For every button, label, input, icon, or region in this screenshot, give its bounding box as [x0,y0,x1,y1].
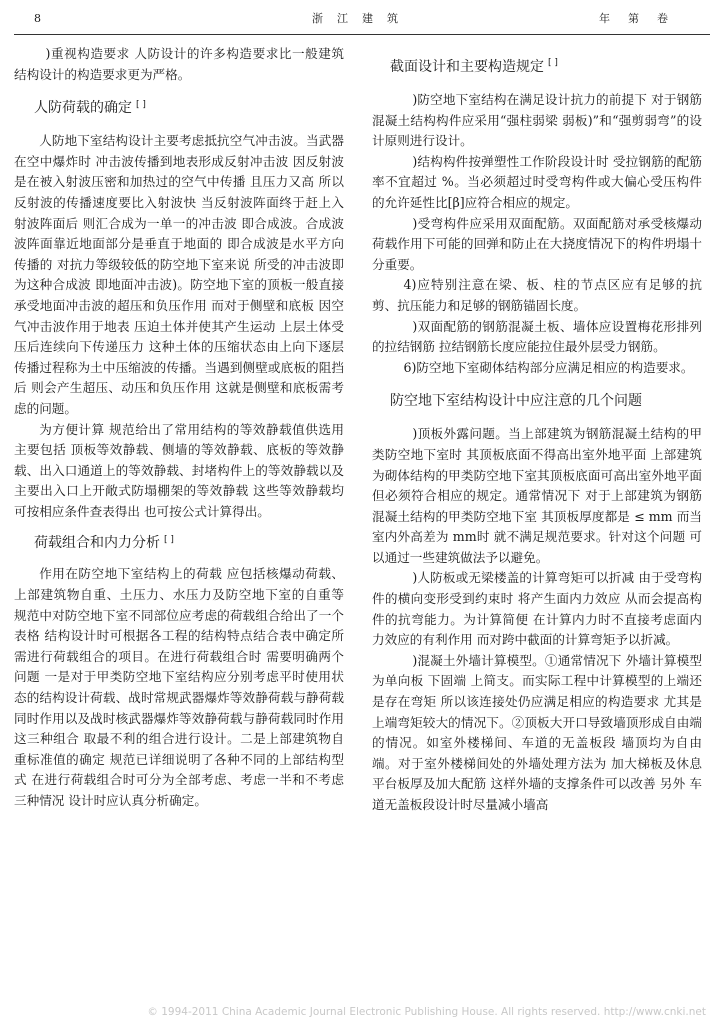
left-column [14,44,344,812]
section-heading-load [34,97,344,117]
list-item: )双面配筋的钢筋混凝土板、墙体应设置梅花形排列的拉结钢筋 拉结钢筋长度应能拉住最外层受力钢筋。 [372,318,702,355]
section-heading-notes: 防空地下室结构设计中应注意的几个问题 [390,393,642,410]
reference-mark: [ ] [164,534,174,545]
section-heading-design [390,56,702,76]
copyright-watermark: © 1994-2011 China Academic Journal Electronic Publishing House. All rights reserved. http://www.cnki.net [147,1006,706,1018]
list-item: )受弯构件应采用双面配筋。双面配筋对承受核爆动荷载作用下可能的回弹和防止在大挠度情况下的构件坍塌十分重要。 [372,215,702,272]
section-heading-design-text: 截面设计和主要构造规定 [390,59,544,75]
header-rule [14,34,710,35]
page-number: 8 [34,12,41,25]
section-heading-load-text: 人防荷载的确定 [34,100,132,117]
body-paragraph: 人防地下室结构设计主要考虑抵抗空气冲击波。当武器在空中爆炸时 冲击波传播到地表形成反射冲击波 因反射波是在被入射波压密和加热过的空气中传播 且压力又高 所以反射波的传播速度要比入射波快 当反射波阵面终于赶上入射波阵面后 则汇合成为一单一的冲击波 即合成波。合成波波阵面靠近地面部分是垂直于地面的 即合成波是水平方向传播的 对抗力等级较低的防空地下室来说 所受的冲击波即为这种合成波 即地面冲击波)。防空地下室的顶板一般直接承受地面冲击波的超压和负压作用 而对于侧壁和底板 因空气冲击波作用于地表 压迫土体并使其产生运动 上层土体受压后连续向下传递压力 这种土体的压缩状态由上向下逐层传播过程称为土中压缩波的传播。当遇到侧壁或底板的阻挡后 则会产生超压、动压和负压作用 这就是侧壁和底板需考虑的问题。 [14,133,344,416]
intro-paragraph: )重视构造要求 人防设计的许多构造要求比一般建筑结构设计的构造要求更为严格。 [14,46,344,82]
list-item: )顶板外露问题。当上部建筑为钢筋混凝土结构的甲类防空地下室时 其顶板底面不得高出室外地平面 上部建筑为砌体结构的甲类防空地下室其顶板底面可高出室外地平面 但必须符合相应的规定。通常情况下 对于上部建筑为钢筋混凝土结构的甲类防空地下室 其顶板厚度都是 ≤ mm 而当室内外高差为 mm时 就不满足规范要求。针对这个问题 可以通过一些建筑做法予以避免。 [372,426,702,565]
volume-label: 年第卷 [599,12,686,25]
running-header [14,8,710,30]
section-heading-combination [34,532,344,552]
body-paragraph: 为方便计算 规范给出了常用结构的等效静载值供选用 主要包括 顶板等效静载、侧墙的等效静载、底板的等效静载、出入口通道上的等效静载、封堵构件上的等效静载以及主要出入口上开敞式防塌棚架的等效静载 这些等效静载均可按相应条件查表得出 也可按公式计算得出。 [14,421,344,519]
body-paragraph: 作用在防空地下室结构上的荷载 应包括核爆动荷载、上部建筑物自重、土压力、水压力及防空地下室的自重等 规范中对防空地下室不同部位应考虑的荷载组合给出了一个表格 结构设计时可根据各工程的结构特点结合表中确定所需进行荷载组合的项目。在进行荷载组合时 需要明确两个问题 一是对于甲类防空地下室结构应分别考虑平时使用状态的结构设计荷载、战时常规武器爆炸等效静荷载与静荷载同时作用以及战时核武器爆炸等效静荷载与静荷载同时作用这三种组合 取最不利的组合进行设计。二是上部建筑物自重标准值的确定 规范已详细说明了各种不同的上部结构型式 在进行荷载组合时可分为全部考虑、考虑一半和不考虑三种情况 设计时应认真分析确定。 [14,566,344,808]
reference-mark: [ ] [548,58,558,69]
list-item: )人防板或无梁楼盖的计算弯矩可以折减 由于受弯构件的横向变形受到约束时 将产生面内力效应 从而会提高构件的抗弯能力。为计算简便 在计算内力时不直接考虑面内力效应的有利作用 而对跨中截面的计算弯矩予以折减。 [372,570,702,648]
list-item: )混凝土外墙计算模型。①通常情况下 外墙计算模型为单向板 下固端 上简支。而实际工程中计算模型的上端还是存在弯矩 所以该连接处仍应满足相应的构造要求 尤其是上端弯矩较大的情况下。②顶板大开口导致墙顶形成自由端的情况。如室外楼梯间、车道的无盖板段 墙顶均为自由端。对于室外楼梯间处的外墙处理方法为 加大梯板及休息平台板厚及加大配筋 这样外墙的支撑条件可以改善 另外 车道无盖板段设计时尽量减小墙高 [372,652,702,812]
list-item: 4)应特别注意在梁、板、柱的节点区应有足够的抗剪、抗压能力和足够的钢筋锚固长度。 [372,277,702,313]
list-item: 6)防空地下室砌体结构部分应满足相应的构造要求。 [403,359,694,375]
right-column [372,44,702,816]
list-item: )结构构件按弹塑性工作阶段设计时 受拉钢筋的配筋率不宜超过 %。当必须超过时受弯构件或大偏心受压构件的允许延性比[β]应符合相应的规定。 [372,153,702,210]
journal-name: 浙江建筑 [312,12,412,25]
reference-mark: [ ] [136,99,146,110]
section-heading-combination-text: 荷载组合和内力分析 [34,535,160,552]
list-item: )防空地下室结构在满足设计抗力的前提下 对于钢筋混凝土结构构件应采用“强柱弱梁 弱板)”和“强剪弱弯”的设计原则进行设计。 [372,92,702,149]
